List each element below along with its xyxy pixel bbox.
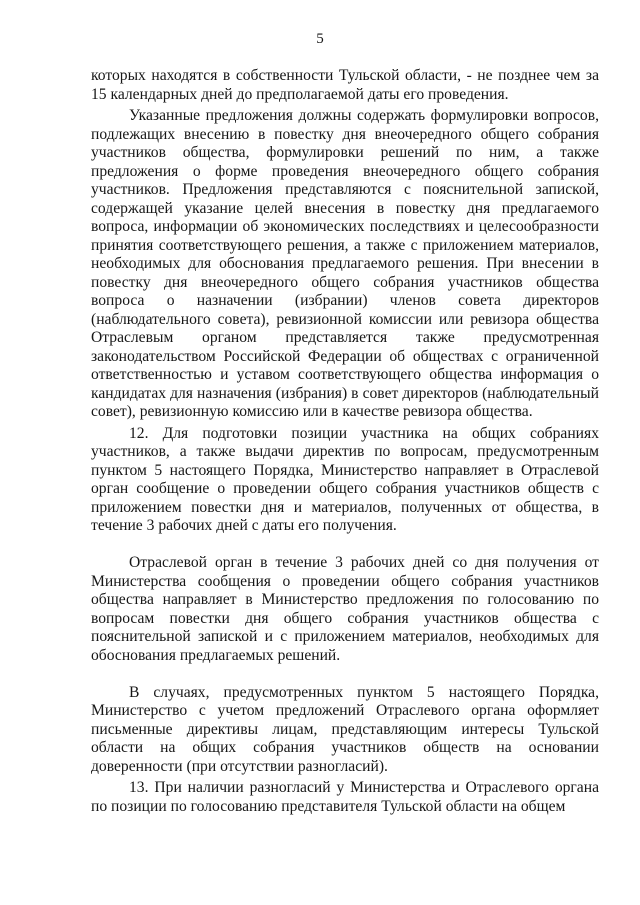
- page-number: 5: [316, 31, 324, 47]
- paragraph-sector-body-response: Отраслевой орган в течение 3 рабочих дней со дня получения от Министерства сообщения о проведении общего собрания участников общества направляет в Министерство предложения по голосованию по вопросам повестки дня общего собрания участников общества с пояснительной запиской и с приложением материалов, необходимых для обоснования предлагаемых решений.: [91, 554, 599, 664]
- paragraph-continuation: которых находятся в собственности Тульской области, - не позднее чем за 15 календарных дней до предполагаемой даты его проведения.: [91, 67, 599, 103]
- paragraph-directives: В случаях, предусмотренных пунктом 5 настоящего Порядка, Министерство с учетом предложений Отраслевого органа оформляет письменные директивы лицам, представляющим интересы Тульской области на общих собрания участников обществ на основании доверенности (при отсутствии разногласий).: [91, 683, 599, 775]
- paragraph-clause-13: 13. При наличии разногласий у Министерства и Отраслевого органа по позиции по голосованию представителя Тульской области на общем: [91, 779, 599, 815]
- paragraph-proposals-content: Указанные предложения должны содержать формулировки вопросов, подлежащих внесению в повестку дня внеочередного общего собрания участников общества, формулировки решений по ним, а также предложения о форме проведения внеочередного общего собрания участников. Предложения представляются с пояснительной запиской, содержащей указание целей внесения в повестку дня предлагаемого вопроса, информации об экономических последствиях и целесообразности принятия соответствующего решения, а также с приложением материалов, необходимых для обоснования предлагаемого решения. При внесении в повестку дня внеочередного общего собрания участников общества вопроса о назначении (избрании) членов совета директоров (наблюдательного совета), ревизионной комиссии или ревизора общества Отраслевым органом представляется также предусмотренная законодательством Российской Федерации об обществах с ограниченной ответственностью и уставом соответствующего общества информация о кандидатах для назначения (избрания) в совет директоров (наблюдательный совет), ревизионную комиссию или в качестве ревизора общества.: [91, 107, 599, 420]
- paragraph-clause-12: 12. Для подготовки позиции участника на общих собраниях участников, а также выдачи директив по вопросам, предусмотренным пунктом 5 настоящего Порядка, Министерство направляет в Отраслевой орган сообщение о проведении общего собрания участников обществ с приложением повестки дня и материалов, полученных от общества, в течение 3 рабочих дней с даты его получения.: [91, 424, 599, 534]
- document-body: [91, 67, 599, 816]
